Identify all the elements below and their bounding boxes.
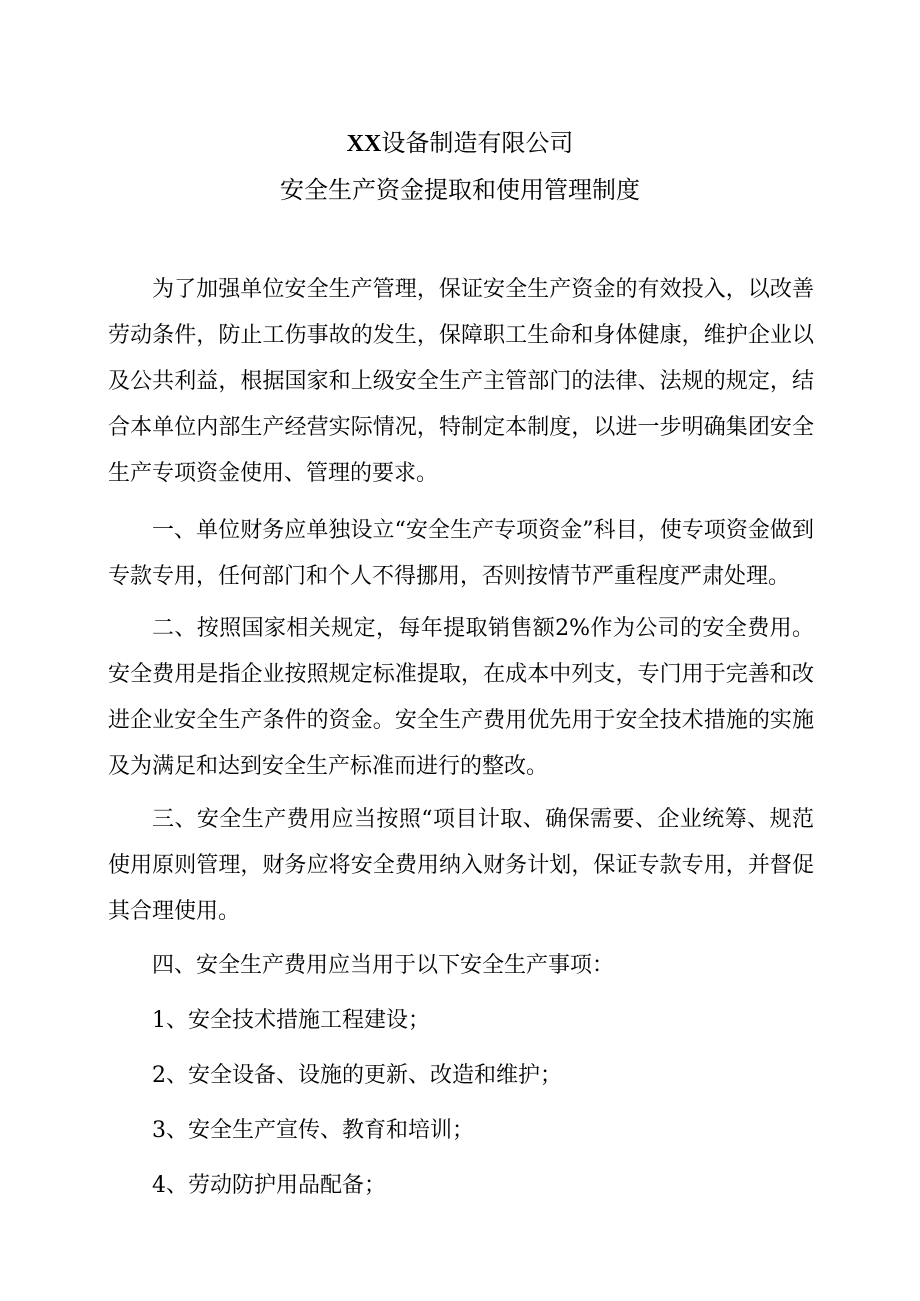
intro-paragraph: 为了加强单位安全生产管理，保证安全生产资金的有效投入，以改善劳动条件，防止工伤事故的发生，保障职工生命和身体健康，维护企业以及公共利益，根据国家和上级安全生产主管部门的法律、法规的规定，结合本单位内部生产经营实际情况，特制定本制度，以进一步明确集团安全生产专项资金使用、管理的要求。: [108, 277, 814, 486]
clause-4-paragraph: 四、安全生产费用应当用于以下安全生产事项：: [152, 953, 615, 978]
clause-1-paragraph: 一、单位财务应单独设立“安全生产专项资金”科目，使专项资金做到专款专用，任何部门和个人不得挪用，否则按情节严重程度严肃处理。: [108, 518, 814, 589]
list-item: 4、劳动防护用品配备；: [152, 1173, 386, 1198]
list-item: 3、安全生产宣传、教育和培训；: [152, 1118, 474, 1143]
clause-3-paragraph: 三、安全生产费用应当按照“项目计取、确保需要、企业统筹、规范使用原则管理，财务应将安全费用纳入财务计划，保证专款专用，并督促其合理使用。: [108, 807, 814, 924]
company-prefix: XX: [346, 131, 382, 157]
company-title: [0, 127, 920, 160]
company-name: 设备制造有限公司: [381, 129, 574, 157]
list-item: 2、安全设备、设施的更新、改造和维护；: [152, 1063, 562, 1088]
document-title: 安全生产资金提取和使用管理制度: [280, 176, 640, 204]
clause-2-paragraph: 二、按照国家相关规定，每年提取销售额2%作为公司的安全费用。安全费用是指企业按照规定标准提取，在成本中列支，专门用于完善和改进企业安全生产条件的资金。安全生产费用优先用于安全技术措施的实施及为满足和达到安全生产标准而进行的整改。: [108, 616, 814, 779]
list-item: 1、安全技术措施工程建设；: [152, 1008, 430, 1033]
